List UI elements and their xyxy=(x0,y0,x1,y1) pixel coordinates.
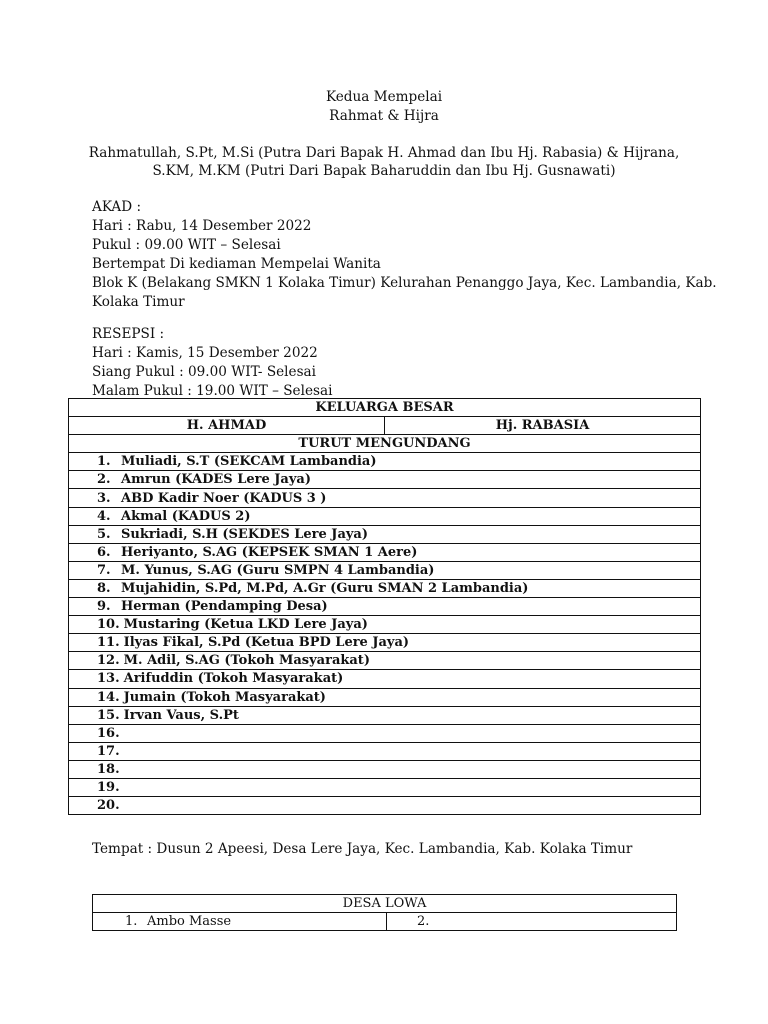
invitee-item xyxy=(69,670,701,688)
invitee-number: 7. xyxy=(97,562,111,578)
invitee-item xyxy=(69,688,701,706)
desa-item-1 xyxy=(93,913,387,931)
turut-mengundang-heading: TURUT MENGUNDANG xyxy=(69,435,701,453)
invitee-name: M. Adil, S.AG (Tokoh Masyarakat) xyxy=(123,653,370,669)
table-row xyxy=(69,507,701,525)
invitee-name: Sukriadi, S.H (SEKDES Lere Jaya) xyxy=(121,526,368,542)
invitee-item xyxy=(69,525,701,543)
table-row xyxy=(69,543,701,561)
invitee-item xyxy=(69,561,701,579)
invitee-number: 10. xyxy=(97,617,120,633)
invitee-item xyxy=(69,616,701,634)
resepsi-section xyxy=(92,325,692,401)
invitee-number: 8. xyxy=(97,580,111,596)
resepsi-siang: Siang Pukul : 09.00 WIT- Selesai xyxy=(92,364,316,380)
invitee-number: 3. xyxy=(97,490,111,506)
desa-title: DESA LOWA xyxy=(93,895,677,913)
table-row xyxy=(69,760,701,778)
invitee-number: 20. xyxy=(97,798,120,814)
table-row xyxy=(69,742,701,760)
invitee-item xyxy=(69,742,701,760)
resepsi-label: RESEPSI : xyxy=(92,326,165,342)
table-row xyxy=(69,688,701,706)
invitee-name: Mujahidin, S.Pd, M.Pd, A.Gr (Guru SMAN 2 Lambandia) xyxy=(121,580,529,596)
akad-section xyxy=(92,198,717,312)
invitee-item xyxy=(69,724,701,742)
invitee-number: 13. xyxy=(97,671,120,687)
invitee-number: 5. xyxy=(97,526,111,542)
invitee-name: Arifuddin (Tokoh Masyarakat) xyxy=(123,671,344,687)
left-family-head: H. AHMAD xyxy=(69,417,385,435)
invitee-number: 11. xyxy=(97,635,120,651)
invitee-number: 1. xyxy=(97,454,111,470)
invitee-name: Akmal (KADUS 2) xyxy=(121,508,251,524)
invitee-item xyxy=(69,706,701,724)
subtitle-row xyxy=(69,435,701,453)
desa-item-1-name: Ambo Masse xyxy=(147,914,232,929)
invitee-name: Jumain (Tokoh Masyarakat) xyxy=(123,689,326,705)
invitee-item xyxy=(69,507,701,525)
invitee-name: Heriyanto, S.AG (KEPSEK SMAN 1 Aere) xyxy=(121,544,418,560)
table-row xyxy=(69,525,701,543)
resepsi-hari: Hari : Kamis, 15 Desember 2022 xyxy=(92,345,318,361)
table-row xyxy=(69,634,701,652)
table-row xyxy=(69,724,701,742)
table-row xyxy=(69,561,701,579)
table-title-row xyxy=(69,399,701,417)
table-row xyxy=(69,489,701,507)
akad-tempat: Bertempat Di kediaman Mempelai Wanita xyxy=(92,256,381,272)
akad-hari: Hari : Rabu, 14 Desember 2022 xyxy=(92,218,312,234)
invitee-item xyxy=(69,471,701,489)
table-title: KELUARGA BESAR xyxy=(69,399,701,417)
invitee-item xyxy=(69,453,701,471)
invitee-number: 6. xyxy=(97,544,111,560)
akad-alamat-line-1: Blok K (Belakang SMKN 1 Kolaka Timur) Kelurahan Penanggo Jaya, Kec. Lambandia, Kab. xyxy=(92,275,717,291)
invitee-number: 4. xyxy=(97,508,111,524)
header-title: Kedua Mempelai xyxy=(325,89,443,105)
desa-title-row xyxy=(93,895,677,913)
invitee-number: 14. xyxy=(97,689,120,705)
invitee-item xyxy=(69,543,701,561)
table-row xyxy=(69,778,701,796)
couple-detail-line-2: S.KM, M.KM (Putri Dari Bapak Baharuddin dan Ibu Hj. Gusnawati) xyxy=(152,163,616,179)
invitee-number: 9. xyxy=(97,599,111,615)
desa-item-2 xyxy=(387,913,677,931)
invitee-number: 19. xyxy=(97,780,120,796)
invitee-name: M. Yunus, S.AG (Guru SMPN 4 Lambandia) xyxy=(121,562,435,578)
table-row xyxy=(69,471,701,489)
invitee-name: Ilyas Fikal, S.Pd (Ketua BPD Lere Jaya) xyxy=(123,635,410,651)
invitee-name: Irvan Vaus, S.Pt xyxy=(123,707,239,723)
desa-items-row xyxy=(93,913,677,931)
table-row xyxy=(69,706,701,724)
invitee-item xyxy=(69,652,701,670)
invitee-name: ABD Kadir Noer (KADUS 3 ) xyxy=(121,490,327,506)
invitee-number: 12. xyxy=(97,653,120,669)
invitee-item xyxy=(69,778,701,796)
invitee-number: 18. xyxy=(97,761,120,777)
table-row xyxy=(69,616,701,634)
desa-lowa-table xyxy=(92,894,677,931)
family-heads-row xyxy=(69,417,701,435)
invitee-name: Herman (Pendamping Desa) xyxy=(121,599,328,615)
table-row xyxy=(69,598,701,616)
akad-alamat-line-2: Kolaka Timur xyxy=(92,294,185,310)
table-row xyxy=(69,670,701,688)
invitee-item xyxy=(69,489,701,507)
akad-pukul: Pukul : 09.00 WIT – Selesai xyxy=(92,237,281,253)
table-row xyxy=(69,579,701,597)
invitee-name: Muliadi, S.T (SEKCAM Lambandia) xyxy=(121,454,377,470)
desa-item-1-number: 1. xyxy=(125,914,138,929)
invitee-number: 17. xyxy=(97,743,120,759)
desa-item-2-number: 2. xyxy=(417,914,430,929)
table-row xyxy=(69,797,701,815)
invitee-name: Mustaring (Ketua LKD Lere Jaya) xyxy=(123,617,368,633)
invitee-item xyxy=(69,760,701,778)
couple-detail-line-1: Rahmatullah, S.Pt, M.Si (Putra Dari Bapak H. Ahmad dan Ibu Hj. Rabasia) & Hijrana, xyxy=(88,145,680,161)
invitee-number: 16. xyxy=(97,725,120,741)
table-row xyxy=(69,652,701,670)
keluarga-besar-table xyxy=(68,398,701,815)
invitee-number: 15. xyxy=(97,707,120,723)
invitee-item xyxy=(69,598,701,616)
akad-label: AKAD : xyxy=(92,199,142,215)
table-row xyxy=(69,453,701,471)
invitee-item xyxy=(69,797,701,815)
resepsi-malam: Malam Pukul : 19.00 WIT – Selesai xyxy=(92,383,333,399)
right-family-head: Hj. RABASIA xyxy=(385,417,701,435)
invitee-item xyxy=(69,579,701,597)
invitee-number: 2. xyxy=(97,472,111,488)
invitee-item xyxy=(69,634,701,652)
invitee-name: Amrun (KADES Lere Jaya) xyxy=(121,472,311,488)
tempat-line: Tempat : Dusun 2 Apeesi, Desa Lere Jaya, Kec. Lambandia, Kab. Kolaka Timur xyxy=(92,841,633,857)
couple-names: Rahmat & Hijra xyxy=(329,108,439,124)
